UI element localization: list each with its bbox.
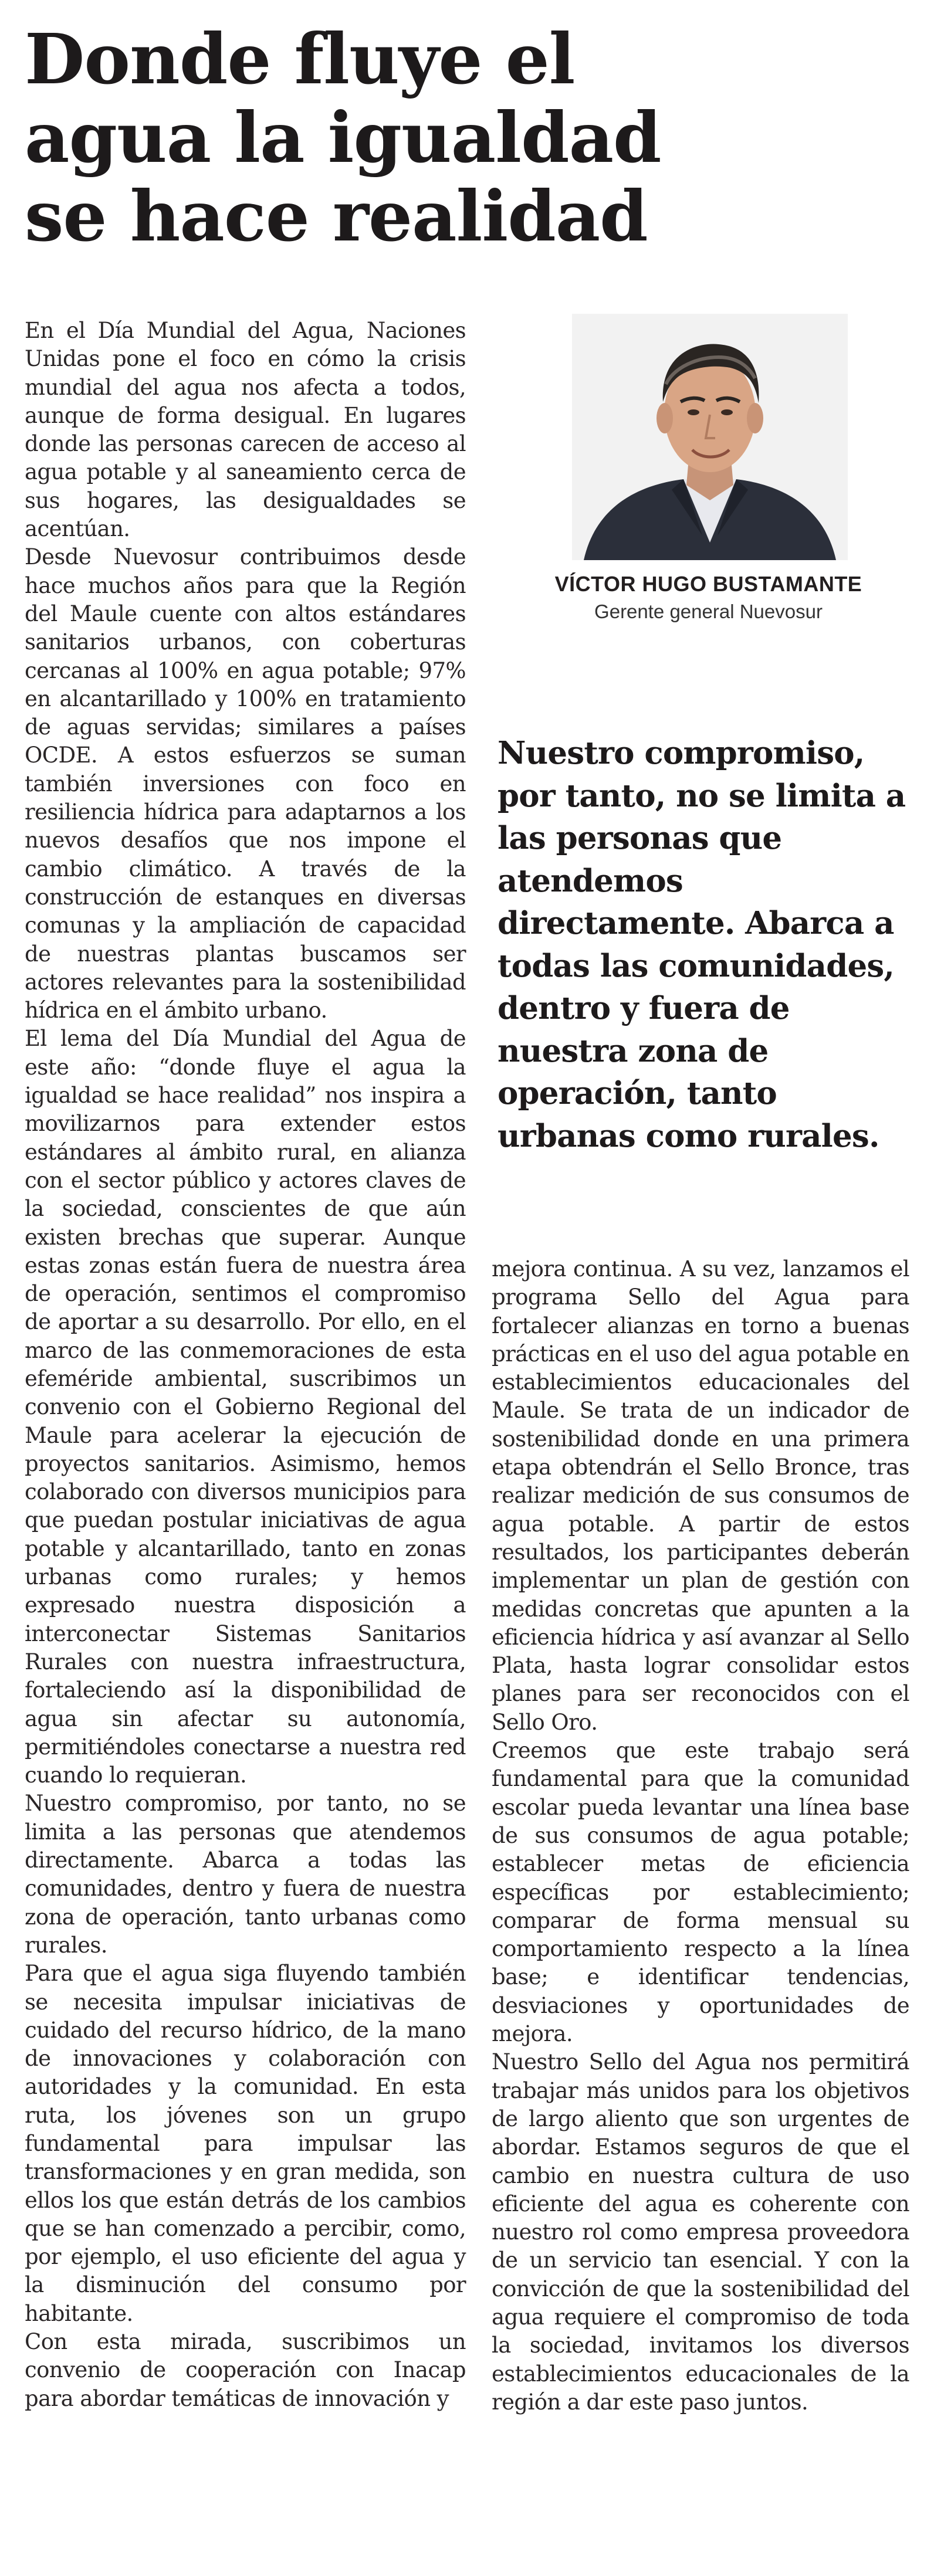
body-column-left [25,317,466,2413]
body-column-right [492,1255,909,2416]
pull-quote: Nuestro compromiso, por tanto, no se limita a las personas que atendemos directamente. Abarca a todas las comunidades, dentro y fuera de nuestra zona de operación, tanto urbanas como rurales. [498,735,906,1154]
body-paragraph: Nuestro Sello del Agua nos permitirá trabajar más unidos para los objetivos de largo aliento que son urgentes de abordar. Estamos seguros de que el cambio en nuestra cultura de uso eficiente del agua es coherente con nuestro rol como empresa proveedora de un servicio tan esencial. Y con la convicción de que la sostenibilidad del agua requiere el compromiso de toda la sociedad, invitamos los diversos establecimientos educacionales de la región a dar este paso juntos. [492,2049,909,2415]
body-paragraph: Nuestro compromiso, por tanto, no se limita a las personas que atendemos directamente. Abarca a todas las comunidades, dentro y fuera de nuestra zona de operación, tanto urbanas como rurales. [25,1791,466,1958]
body-paragraph: El lema del Día Mundial del Agua de este año: “donde fluye el agua la igualdad se hace realidad” nos inspira a movilizarnos para extender estos estándares al ámbito rural, en alianza con el sector público y actores claves de la sociedad, conscientes de que aún existen brechas que superar. Aunque estas zonas están fuera de nuestra área de operación, sentimos el compromiso de aportar a su desarrollo. Por ello, en el marco de las conmemoraciones de esta efeméride ambiental, suscribimos un convenio con el Gobierno Regional del Maule para acelerar la ejecución de proyectos sanitarios. Asimismo, hemos colaborado con diversos municipios para que puedan postular iniciativas de agua potable y alcantarillado, tanto en zonas urbanas como rurales; y hemos expresado nuestra disposición a interconectar Sistemas Sanitarios Rurales con nuestra infraestructura, fortaleciendo así la disponibilidad de agua sin afectar su autonomía, permitiéndoles conectarse a nuestra red cuando lo requieran. [25,1026,466,1788]
author-role: Gerente general Nuevosur [594,601,823,622]
body-paragraph: Desde Nuevosur contribuimos desde hace muchos años para que la Región del Maule cuente con altos estándares sanitarios urbanos, con coberturas cercanas al 100% en agua potable; 97% en alcantarillado y 100% en tratamiento de aguas servidas; similares a países OCDE. A estos esfuerzos se suman también inversiones con foco en resiliencia hídrica para adaptarnos a los nuevos desafíos que nos impone el cambio climático. A través de la construcción de estanques en diversas comunas y la ampliación de capacidad de nuestras plantas buscamos ser actores relevantes para la sostenibilidad hídrica en el ámbito urbano. [25,544,466,1023]
author-photo [572,314,848,560]
body-paragraph: mejora continua. A su vez, lanzamos el programa Sello del Agua para fortalecer alianzas en torno a buenas prácticas en el uso del agua potable en establecimientos educacionales del Maule. Se trata de un indicador de sostenibilidad donde en una primera etapa obtendrán el Sello Bronce, tras realizar medición de sus consumos de agua potable. A partir de estos resultados, los participantes deberán implementar un plan de gestión con medidas concretas que apunten a la eficiencia hídrica y así avanzar al Sello Plata, hasta lograr consolidar estos planes para ser reconocidos con el Sello Oro. [492,1256,909,1735]
body-paragraph: En el Día Mundial del Agua, Naciones Unidas pone el foco en cómo la crisis mundial del agua nos afecta a todos, aunque de forma desigual. En lugares donde las personas carecen de acceso al agua potable y al saneamiento cerca de sus hogares, las desigualdades se acentúan. [25,318,466,542]
body-paragraph: Creemos que este trabajo será fundamental para que la comunidad escolar pueda levantar una línea base de sus consumos de agua potable; establecer metas de eficiencia específicas por establecimiento; comparar de forma mensual su comportamiento respecto a la línea base; e identificar tendencias, desviaciones y oportunidades de mejora. [492,1738,909,2047]
body-paragraph: Para que el agua siga fluyendo también se necesita impulsar iniciativas de cuidado del recurso hídrico, de la mano de innovaciones y colaboración con autoridades y la comunidad. En esta ruta, los jóvenes son un grupo fundamental para impulsar las transformaciones y en gran medida, son ellos los que están detrás de los cambios que se han comenzado a percibir, como, por ejemplo, el uso eficiente del agua y la disminución del consumo por habitante. [25,1961,466,2326]
author-name: VÍCTOR HUGO BUSTAMANTE [554,572,862,596]
body-paragraph: Con esta mirada, suscribimos un convenio de cooperación con Inacap para abordar temáticas de innovación y [25,2329,466,2411]
article-headline: Donde fluye el agua la igualdad se hace realidad [25,18,661,257]
